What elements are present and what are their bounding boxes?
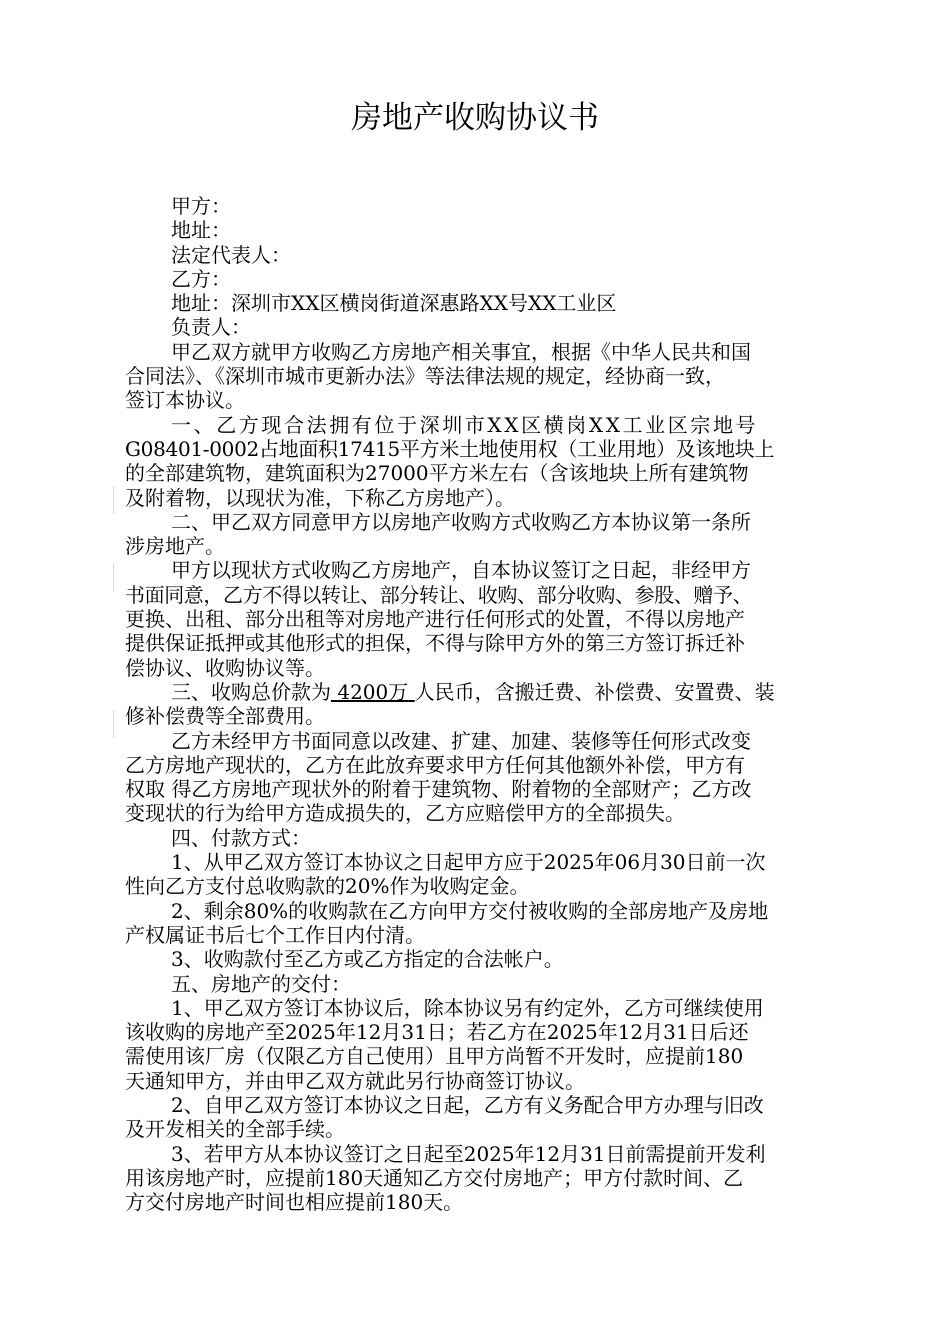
clause-4-item-2: 产权属证书后七个工作日内付清。	[125, 922, 425, 947]
party-a-legal-rep: 法定代表人：	[171, 242, 291, 267]
clause-2-detail-line: 书面同意，乙方不得以转让、部分转让、收购、部分收购、参股、赠予、	[125, 582, 753, 607]
party-b-manager: 负责人：	[171, 315, 251, 340]
clause-5-item-3: 方交付房地产时间也相应提前180天。	[125, 1190, 464, 1215]
clause-3-detail-line: 乙方房地产现状的，乙方在此放弃要求甲方任何其他额外补偿，甲方有	[125, 752, 745, 777]
clause-1-line	[125, 413, 837, 437]
clause-2-detail-line: 偿协议、收购协议等。	[125, 655, 325, 680]
party-b-address: 地址：深圳市XX区横岗街道深惠路XX号XX工业区	[171, 291, 617, 316]
clause-5-item-3: 3、若甲方从本协议签订之日起至2025年12月31日前需提前开发利	[171, 1141, 766, 1166]
clause-3-line: 修补偿费等全部费用。	[125, 704, 325, 729]
preamble-line: 合同法》、《深圳市城市更新办法》等法律法规的规定，经协商一致，	[125, 364, 725, 389]
preamble-line: 签订本协议。	[125, 388, 245, 413]
clause-1-line: 及附着物，以现状为准，下称乙方房地产）。	[125, 485, 515, 510]
clause-2-detail-line: 甲方以现状方式收购乙方房地产，自本协议签订之日起，非经甲方	[171, 558, 751, 583]
clause-2-line: 二、甲乙双方同意甲方以房地产收购方式收购乙方本协议第一条所	[171, 509, 751, 534]
clause-5-item-1: 天通知甲方，并由甲乙双方就此另行协商签订协议。	[125, 1068, 585, 1093]
margin-mark	[113, 486, 114, 514]
margin-mark	[113, 564, 114, 592]
clause-5-heading: 五、房地产的交付：	[171, 971, 351, 996]
clause-5-item-2: 及开发相关的全部手续。	[125, 1117, 345, 1142]
party-a-address: 地址：	[171, 218, 231, 243]
clause-5-item-3: 用该房地产时，应提前180天通知乙方交付房地产；甲方付款时间、乙	[125, 1165, 744, 1190]
clause-2-detail-line: 提供保证抵押或其他形式的担保，不得与除甲方外的第三方签订拆迁补	[125, 631, 745, 656]
clause-3-line	[125, 680, 837, 704]
clause-1-text: 一、乙方现合法拥有位于深圳市XX区横岗XX工业区宗地号	[171, 412, 759, 437]
clause-5-item-2: 2、自甲乙双方签订本协议之日起，乙方有义务配合甲方办理与旧改	[171, 1092, 764, 1117]
document-title: 房地产收购协议书	[351, 100, 599, 136]
clause-2-line: 涉房地产。	[125, 534, 225, 559]
document-body	[125, 194, 837, 1214]
clause-2-detail-line: 更换、出租、部分出租等对房地产进行任何形式的处置，不得以房地产	[125, 607, 745, 632]
clause-3-detail-line: 权取 得乙方房地产现状外的附着于建筑物、附着物的全部财产；乙方改	[125, 777, 752, 802]
clause-4-item-1: 性向乙方支付总收购款的20%作为收购定金。	[125, 874, 530, 899]
total-price	[331, 680, 415, 704]
clause-4-item-2: 2、剩余80%的收购款在乙方向甲方交付被收购的全部房地产及房地	[171, 898, 769, 923]
clause-4-item-1: 1、从甲乙双方签订本协议之日起甲方应于2025年06月30日前一次	[171, 850, 766, 875]
margin-mark	[113, 710, 114, 738]
clause-5-item-1: 需使用该厂房（仅限乙方自己使用）且甲方尚暂不开发时，应提前180	[125, 1044, 744, 1069]
party-b-label: 乙方：	[171, 266, 231, 291]
clause-5-item-1: 该收购的房地产至2025年12月31日；若乙方在2025年12月31日后还	[125, 1020, 749, 1045]
clause-3-detail-line: 乙方未经甲方书面同意以改建、扩建、加建、装修等任何形式改变	[171, 728, 751, 753]
clause-5-item-1: 1、甲乙双方签订本协议后，除本协议另有约定外，乙方可继续使用	[171, 995, 764, 1020]
preamble-line: 甲乙双方就甲方收购乙方房地产相关事宜，根据《中华人民共和国	[171, 339, 751, 364]
clause-3-lead: 三、收购总价款为	[171, 679, 331, 704]
clause-3-detail-line: 变现状的行为给甲方造成损失的，乙方应赔偿甲方的全部损失。	[125, 801, 685, 826]
clause-3-tail: 人民币，含搬迁费、补偿费、安置费、装	[414, 679, 775, 704]
clause-1-line: 的全部建筑物，建筑面积为27000平方米左右（含该地块上所有建筑物	[125, 461, 749, 486]
total-price-value: 4200万	[337, 679, 409, 704]
party-a-label: 甲方：	[171, 194, 231, 218]
clause-4-item-3: 3、收购款付至乙方或乙方指定的合法帐户。	[171, 947, 564, 972]
clause-4-heading: 四、付款方式：	[171, 825, 311, 850]
clause-1-line: G08401-0002占地面积17415平方米土地使用权（工业用地）及该地块上	[125, 436, 775, 461]
